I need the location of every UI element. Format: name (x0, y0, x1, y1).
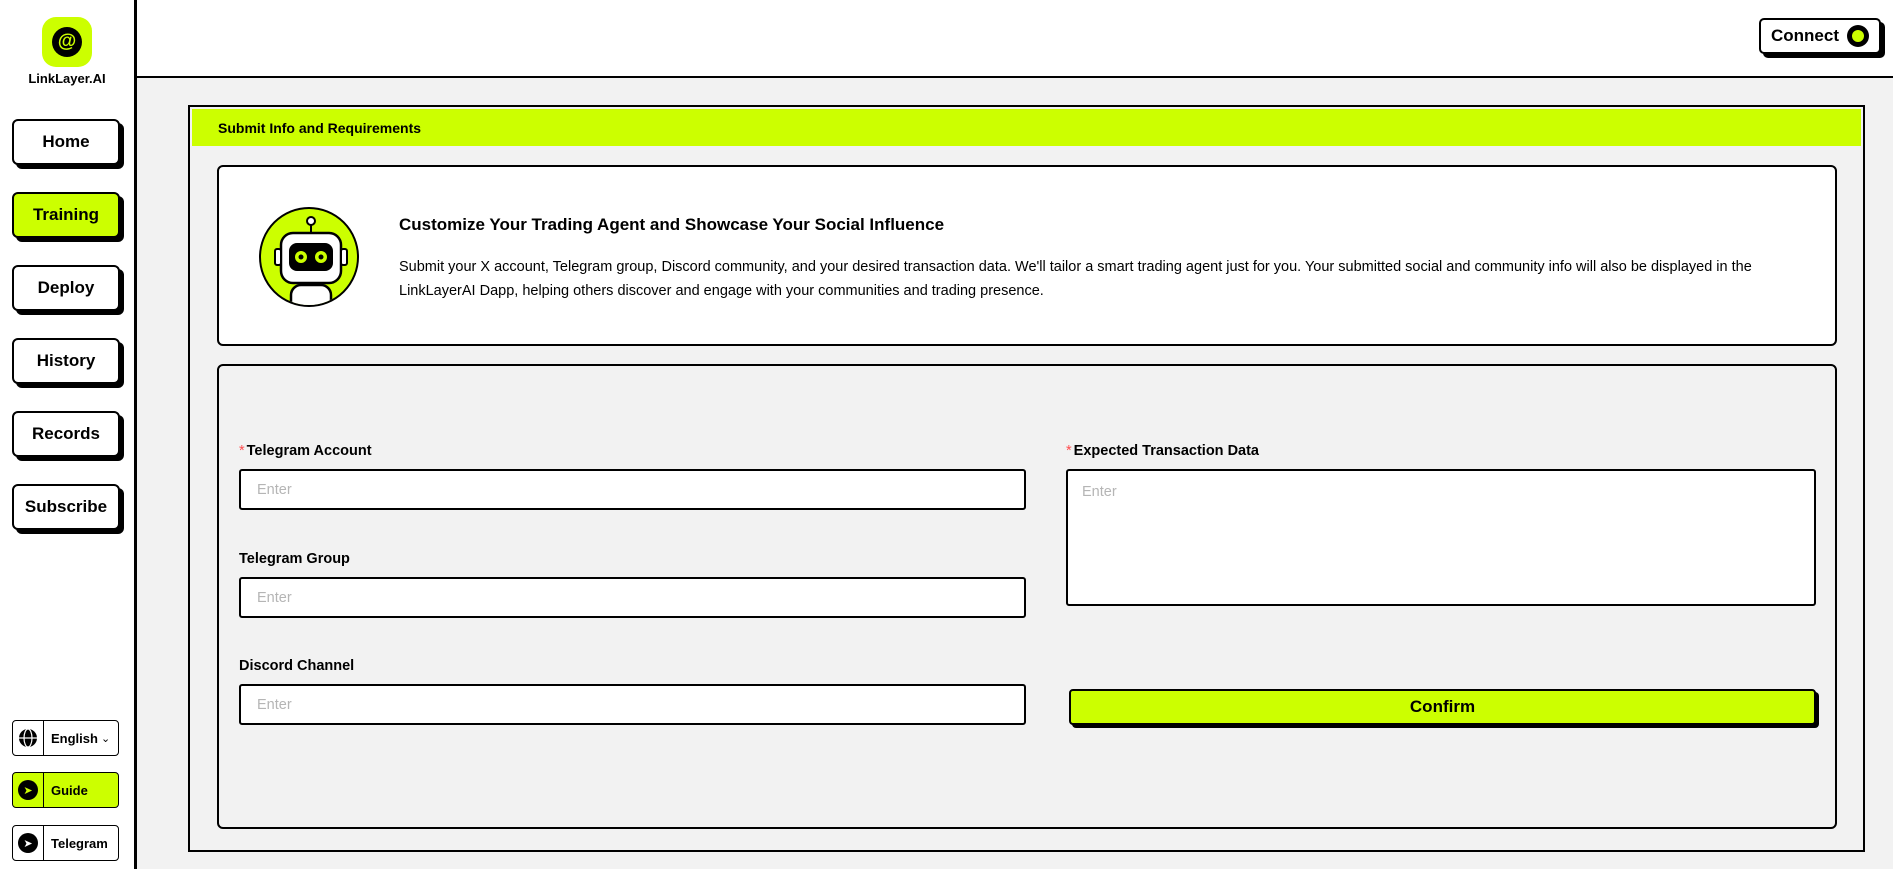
nav-history-button[interactable]: History (12, 338, 120, 384)
panel-header: Submit Info and Requirements (192, 109, 1861, 146)
intro-title: Customize Your Trading Agent and Showcase Your Social Influence (399, 215, 945, 234)
brand-name: LinkLayer.AI (28, 71, 106, 86)
logo-icon: @ (42, 17, 92, 67)
guide-button[interactable] (12, 772, 119, 808)
expected-data-textarea[interactable] (1066, 469, 1816, 606)
nav-deploy-button[interactable]: Deploy (12, 265, 120, 311)
nav-home-button[interactable]: Home (12, 119, 120, 165)
telegram-label: Telegram (51, 835, 108, 851)
sidebar (0, 0, 137, 869)
discord-channel-input[interactable] (239, 684, 1026, 725)
required-mark: * (1066, 443, 1072, 459)
expected-data-label: * Expected Transaction Data (1066, 443, 1259, 459)
submit-info-panel (188, 105, 1865, 852)
telegram-group-input[interactable] (239, 577, 1026, 618)
telegram-group-label: Telegram Group (239, 551, 350, 567)
intro-text: Submit your X account, Telegram group, Discord community, and your desired transaction data. We'll tailor a smart trading agent just for you. Your submitted social and community info will also be displayed in the LinkLayerAI Dapp, helping others discover and engage with your communities and trading presence. (399, 259, 1752, 299)
connect-button[interactable] (1759, 18, 1881, 54)
telegram-icon: ➤ (18, 833, 38, 853)
intro-card (217, 165, 1837, 346)
discord-channel-label: Discord Channel (239, 658, 355, 674)
nav-training-button[interactable]: Training (12, 192, 120, 238)
nav-subscribe-button[interactable]: Subscribe (12, 484, 120, 530)
topbar (137, 0, 1893, 78)
logo[interactable] (22, 17, 112, 86)
confirm-button[interactable]: Confirm (1069, 689, 1816, 725)
guide-label: Guide (51, 782, 88, 798)
connect-label: Connect (1771, 26, 1839, 45)
telegram-account-input[interactable] (239, 469, 1026, 510)
chevron-down-icon: ⌄ (100, 732, 111, 745)
required-mark: * (239, 443, 245, 459)
language-label: English (51, 730, 98, 746)
submit-form (217, 364, 1837, 829)
globe-icon (17, 727, 39, 749)
telegram-account-label: * Telegram Account (239, 443, 372, 459)
telegram-button[interactable] (12, 825, 119, 861)
nav-records-button[interactable]: Records (12, 411, 120, 457)
compass-icon: ➤ (18, 780, 38, 800)
wallet-icon (1847, 25, 1869, 47)
language-select[interactable] (12, 720, 119, 756)
robot-icon (259, 207, 359, 307)
